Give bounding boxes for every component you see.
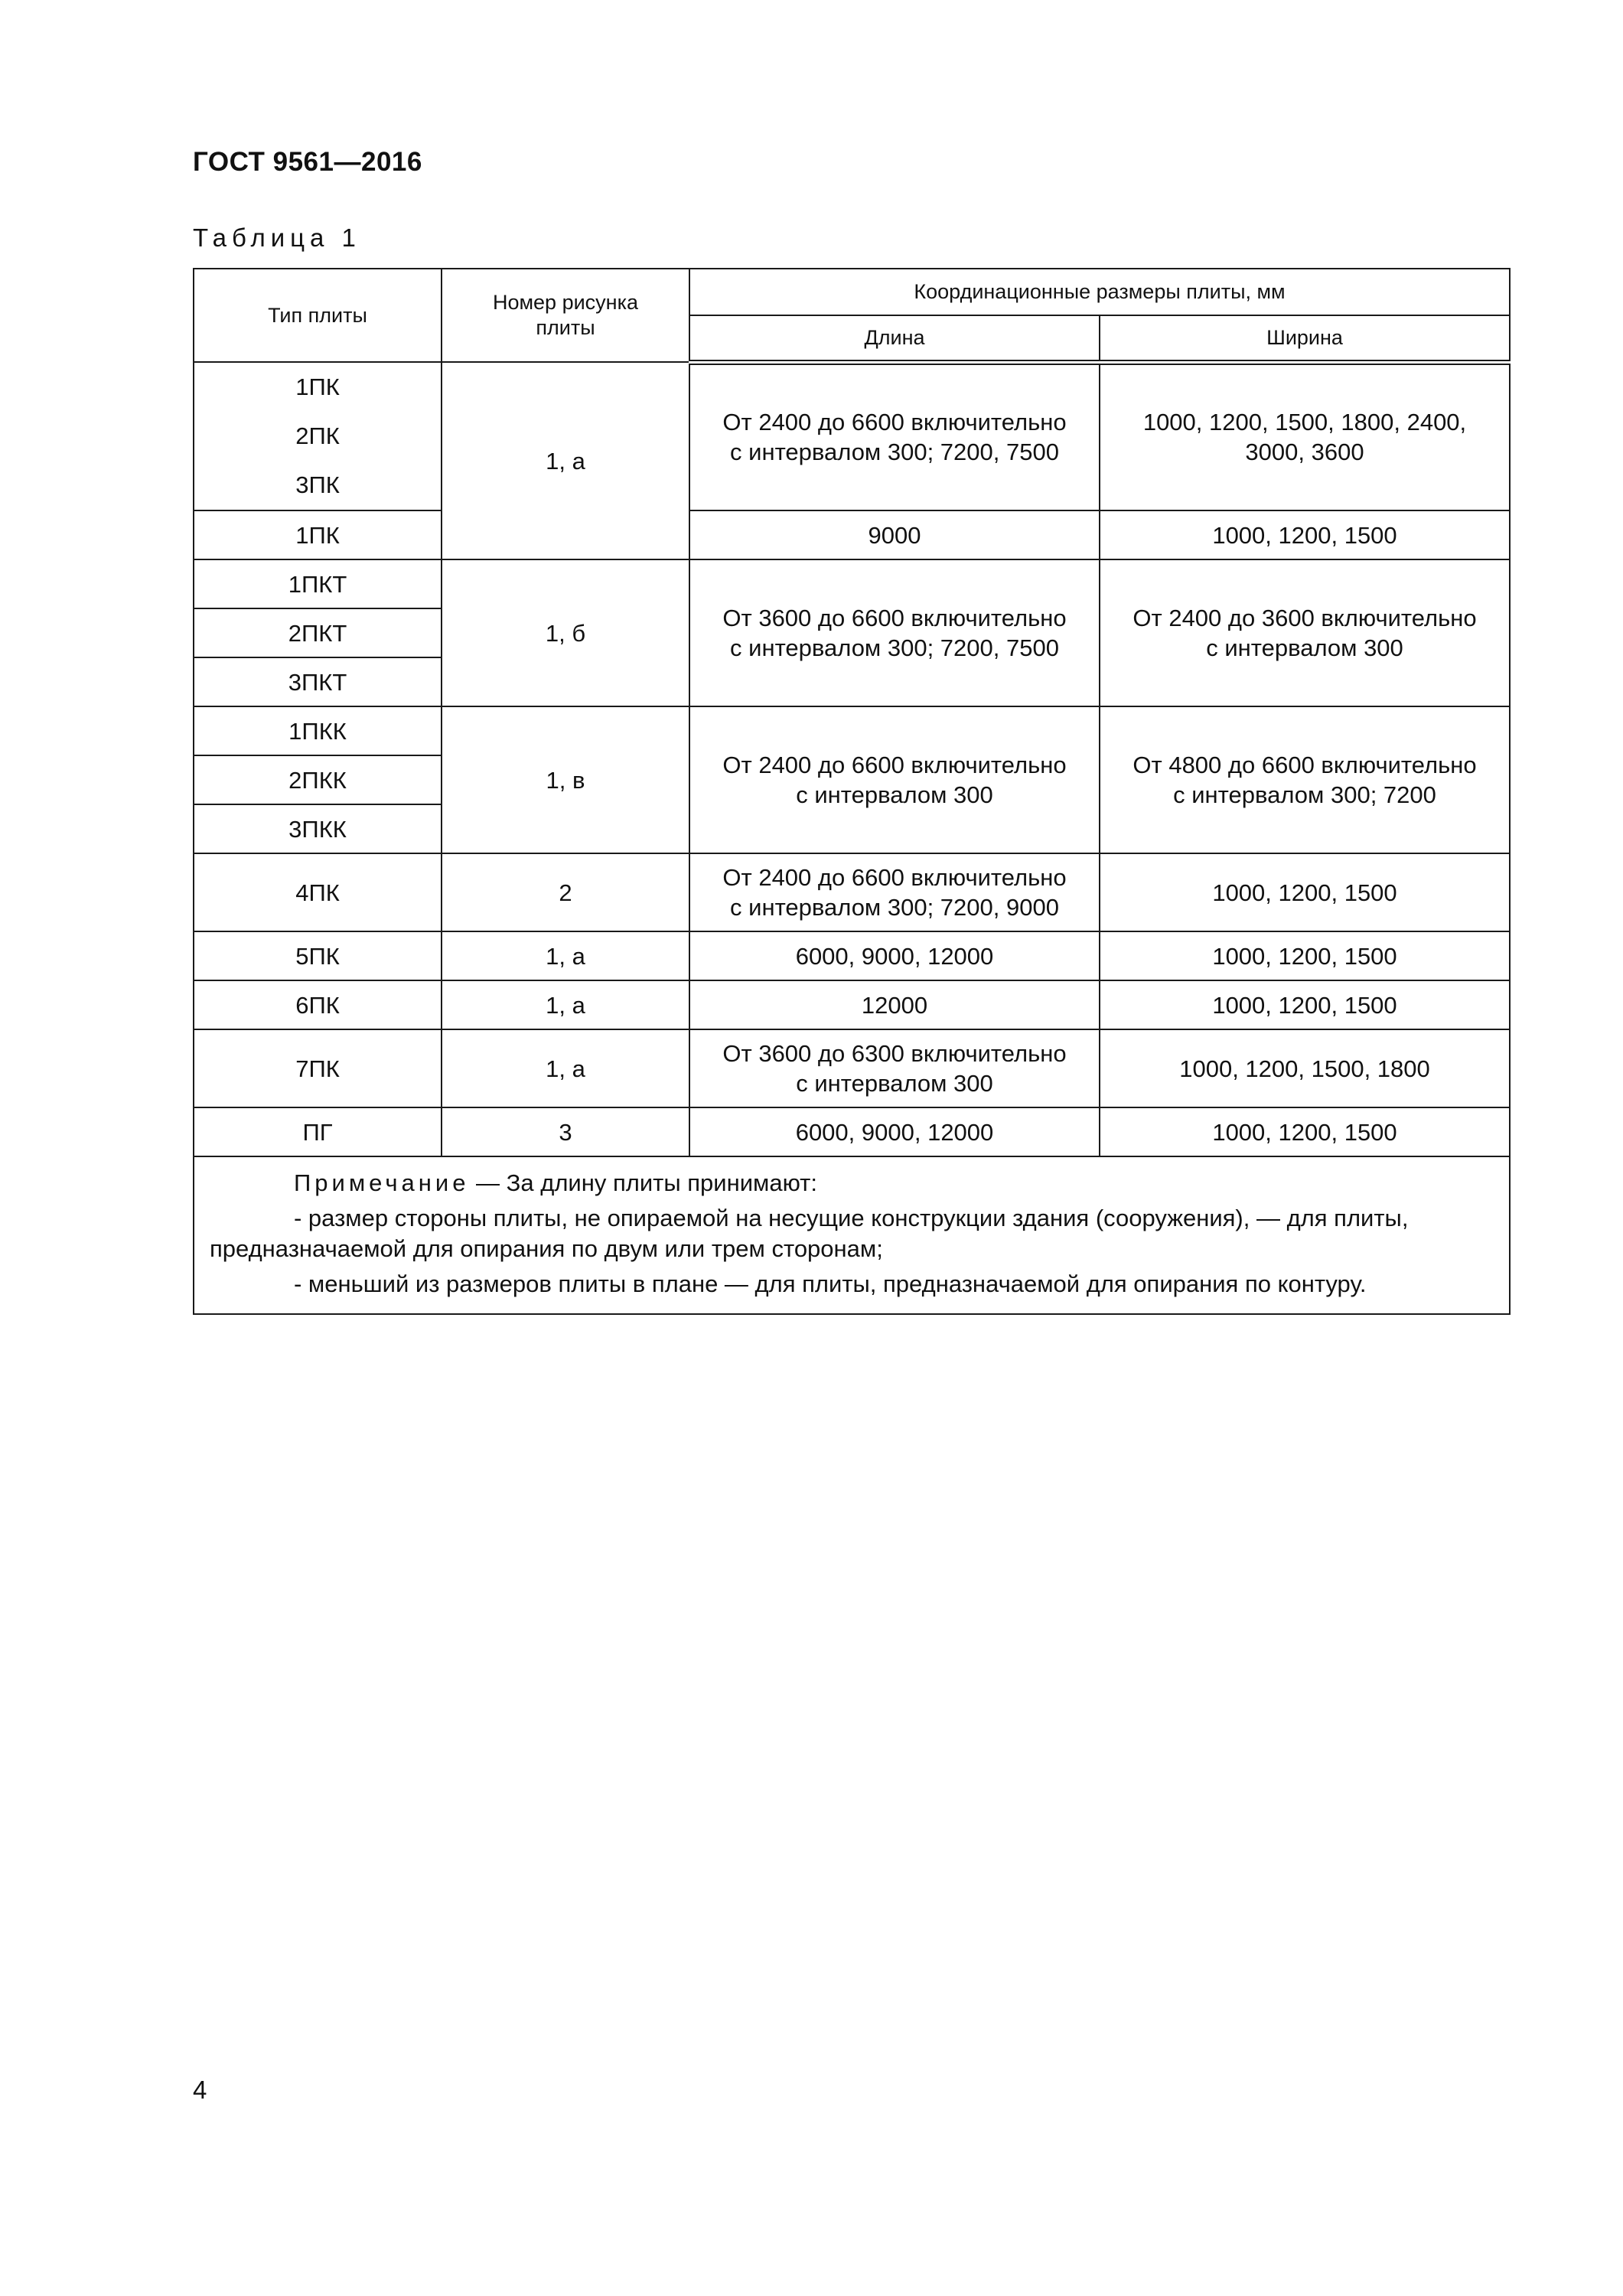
cell-figure: 1, а xyxy=(442,362,689,559)
table-row xyxy=(194,510,1510,559)
cell-length-line1: От 2400 до 6600 включительно xyxy=(722,864,1067,891)
cell-length: 12000 xyxy=(689,980,1100,1029)
cell-width-line1: 1000, 1200, 1500, 1800, 2400, xyxy=(1142,409,1467,436)
cell-length: 6000, 9000, 12000 xyxy=(689,1107,1100,1156)
cell-figure: 3 xyxy=(442,1107,689,1156)
cell-width: 1000, 1200, 1500 xyxy=(1100,510,1510,559)
header-coord-sizes: Координационные размеры плиты, мм xyxy=(689,269,1510,315)
cell-width: 1000, 1200, 1500 xyxy=(1100,853,1510,931)
table-row xyxy=(194,1107,1510,1156)
cell-width xyxy=(1100,559,1510,706)
cell-type-stack xyxy=(194,362,442,510)
cell-type: 1ПКТ xyxy=(194,559,442,608)
table-row xyxy=(194,853,1510,931)
cell-length xyxy=(689,559,1100,706)
header-figure-line1: Номер рисунка xyxy=(492,291,639,314)
cell-length-line1: От 2400 до 6600 включительно xyxy=(722,752,1067,778)
cell-figure: 1, а xyxy=(442,931,689,980)
cell-width-line1: От 4800 до 6600 включительно xyxy=(1133,752,1477,778)
cell-type: 5ПК xyxy=(194,931,442,980)
table-row xyxy=(194,706,1510,755)
cell-type: 1ПК xyxy=(194,510,442,559)
cell-length-line2: с интервалом 300; 7200, 7500 xyxy=(730,634,1059,661)
cell-width xyxy=(1100,362,1510,510)
table-row xyxy=(194,931,1510,980)
cell-type: 2ПКТ xyxy=(194,608,442,657)
cell-width-line1: От 2400 до 3600 включительно xyxy=(1133,605,1477,631)
cell-type: 3ПК xyxy=(295,471,340,498)
cell-width: 1000, 1200, 1500 xyxy=(1100,1107,1510,1156)
cell-length-line2: с интервалом 300 xyxy=(796,781,993,808)
header-figure-line2: плиты xyxy=(536,316,595,339)
cell-type: 3ПКТ xyxy=(194,657,442,706)
slab-dimensions-table xyxy=(193,268,1511,1315)
cell-length-line1: От 3600 до 6300 включительно xyxy=(722,1040,1067,1067)
header-length: Длина xyxy=(689,315,1100,362)
cell-width-line2: с интервалом 300; 7200 xyxy=(1173,781,1436,808)
table-row xyxy=(194,559,1510,608)
cell-length xyxy=(689,706,1100,853)
note-item: - меньший из размеров плиты в плане — для плиты, предназначаемой для опирания по контуру. xyxy=(294,1270,1367,1297)
cell-type: ПГ xyxy=(194,1107,442,1156)
cell-width: 1000, 1200, 1500 xyxy=(1100,980,1510,1029)
cell-width xyxy=(1100,706,1510,853)
document-header: ГОСТ 9561—2016 xyxy=(193,147,422,177)
cell-width: 1000, 1200, 1500 xyxy=(1100,931,1510,980)
table-row xyxy=(194,980,1510,1029)
table-note-row xyxy=(194,1156,1510,1314)
cell-length-line2: с интервалом 300; 7200, 9000 xyxy=(730,894,1059,921)
note-intro xyxy=(210,1168,1494,1199)
table-row xyxy=(194,362,1510,510)
cell-width-line2: с интервалом 300 xyxy=(1206,634,1403,661)
note-label: Примечание xyxy=(294,1169,470,1196)
cell-figure: 1, а xyxy=(442,1029,689,1107)
cell-length: 6000, 9000, 12000 xyxy=(689,931,1100,980)
note-item: - размер стороны плиты, не опираемой на несущие конструкции здания (сооружения), — для плиты, предназначаемой для опирания по двум или трем сторонам; xyxy=(210,1205,1409,1262)
table-row xyxy=(194,1029,1510,1107)
cell-type: 2ПК xyxy=(295,422,340,449)
table-note xyxy=(194,1156,1510,1314)
cell-length xyxy=(689,362,1100,510)
cell-length-line2: с интервалом 300; 7200, 7500 xyxy=(730,439,1059,466)
cell-type: 2ПКК xyxy=(194,755,442,804)
cell-type: 7ПК xyxy=(194,1029,442,1107)
cell-type: 6ПК xyxy=(194,980,442,1029)
cell-type: 1ПКК xyxy=(194,706,442,755)
cell-figure: 1, б xyxy=(442,559,689,706)
note-intro-text: — За длину плиты принимают: xyxy=(469,1169,817,1196)
cell-type: 4ПК xyxy=(194,853,442,931)
cell-type: 3ПКК xyxy=(194,804,442,853)
cell-length-line1: От 2400 до 6600 включительно xyxy=(722,409,1067,436)
table-caption: Таблица 1 xyxy=(193,223,361,252)
page-number: 4 xyxy=(193,2076,207,2104)
header-figure xyxy=(442,269,689,362)
header-type: Тип плиты xyxy=(194,269,442,362)
cell-width: 1000, 1200, 1500, 1800 xyxy=(1100,1029,1510,1107)
cell-length-line1: От 3600 до 6600 включительно xyxy=(722,605,1067,631)
cell-figure: 2 xyxy=(442,853,689,931)
cell-length xyxy=(689,853,1100,931)
cell-length: 9000 xyxy=(689,510,1100,559)
cell-width-line2: 3000, 3600 xyxy=(1245,439,1364,466)
table-header-row xyxy=(194,269,1510,315)
cell-length-line2: с интервалом 300 xyxy=(796,1070,993,1097)
cell-figure: 1, а xyxy=(442,980,689,1029)
cell-figure: 1, в xyxy=(442,706,689,853)
header-width: Ширина xyxy=(1100,315,1510,362)
cell-length xyxy=(689,1029,1100,1107)
cell-type: 1ПК xyxy=(295,373,340,400)
